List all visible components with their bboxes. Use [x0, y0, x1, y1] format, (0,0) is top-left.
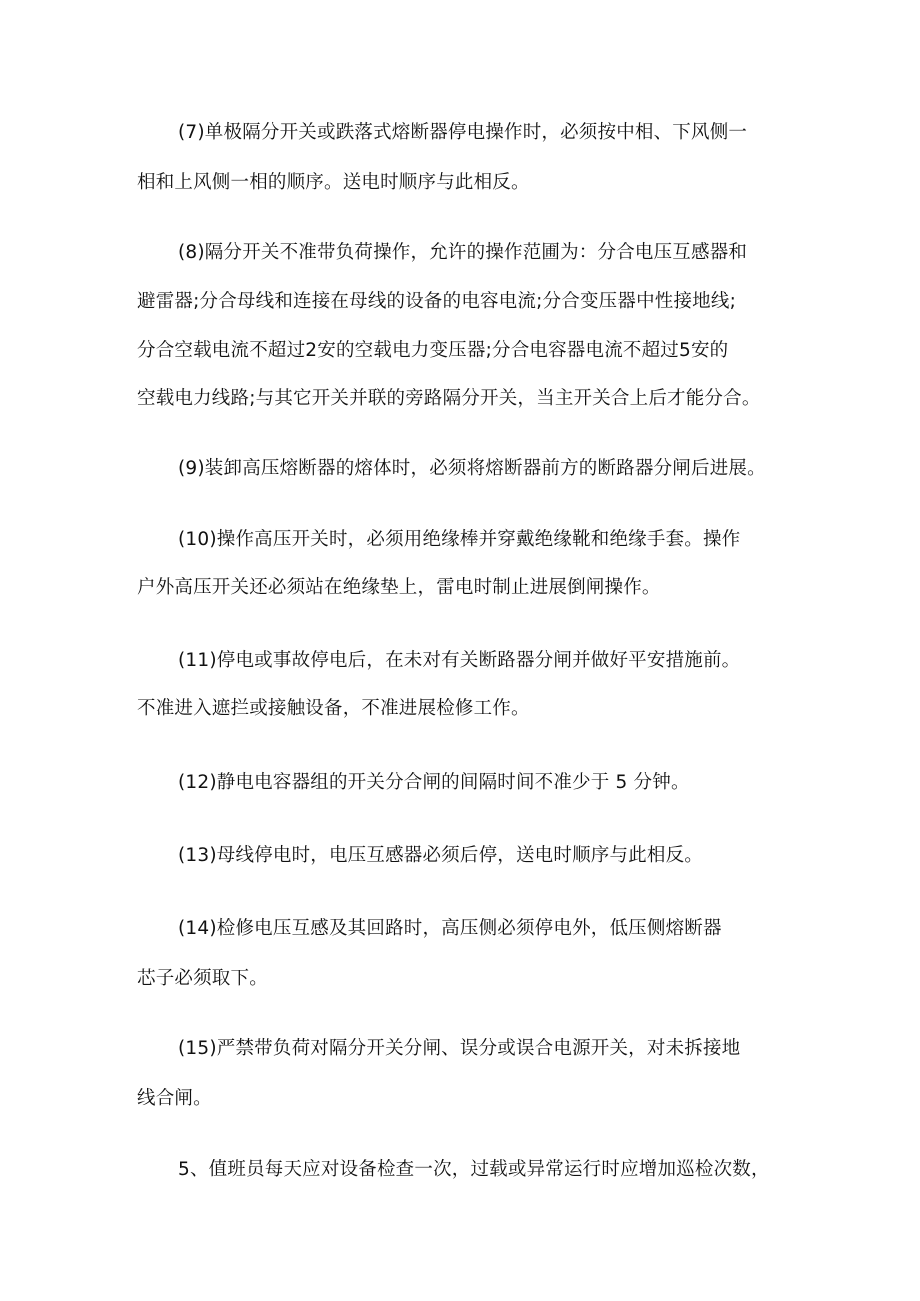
- paragraph-line: (14)检修电压互感及其回路时，高压侧必须停电外，低压侧熔断器: [178, 918, 722, 939]
- paragraph-line: 相和上风侧一相的顺序。送电时顺序与此相反。: [137, 172, 530, 193]
- paragraph-line: (10)操作高压开关时，必须用绝缘棒并穿戴绝缘靴和绝缘手套。操作: [178, 529, 741, 550]
- paragraph-line: (11)停电或事故停电后，在未对有关断路器分闸并做好平安措施前。: [178, 650, 741, 671]
- paragraph-line: (15)严禁带负荷对隔分开关分闸、误分或误合电源开关，对未拆接地: [178, 1038, 741, 1059]
- paragraph-line: 5、值班员每天应对设备检查一次，过载或异常运行时应增加巡检次数，: [178, 1159, 770, 1180]
- paragraph-line: 线合闸。: [137, 1088, 212, 1109]
- paragraph-line: 避雷器;分合母线和连接在母线的设备的电容电流;分合变压器中性接地线;: [137, 291, 737, 312]
- paragraph-line: 户外高压开关还必须站在绝缘垫上，雷电时制止进展倒闸操作。: [137, 577, 661, 598]
- paragraph-line: 芯子必须取下。: [137, 968, 268, 989]
- paragraph-line: (8)隔分开关不准带负荷操作，允许的操作范圃为：分合电压互感器和: [178, 242, 748, 263]
- paragraph-line: (7)单极隔分开关或跌落式熔断器停电操作时，必须按中相、下风侧一: [178, 122, 748, 143]
- paragraph-line: (13)母线停电时，电压互感器必须后停，送电时顺序与此相反。: [178, 845, 703, 866]
- paragraph-line: (9)装卸高压熔断器的熔体时，必须将熔断器前方的断路器分闸后进展。: [178, 458, 766, 479]
- paragraph-line: 空载电力线路;与其它开关并联的旁路隔分开关，当主开关合上后才能分合。: [137, 388, 761, 409]
- paragraph-line: 分合空载电流不超过2安的空载电力变压器;分合电容器电流不超过5安的: [137, 340, 729, 361]
- paragraph-line: (12)静电电容器组的开关分合闸的间隔时间不准少于 5 分钟。: [178, 772, 690, 793]
- paragraph-line: 不准进入遮拦或接触设备，不准进展检修工作。: [137, 698, 530, 719]
